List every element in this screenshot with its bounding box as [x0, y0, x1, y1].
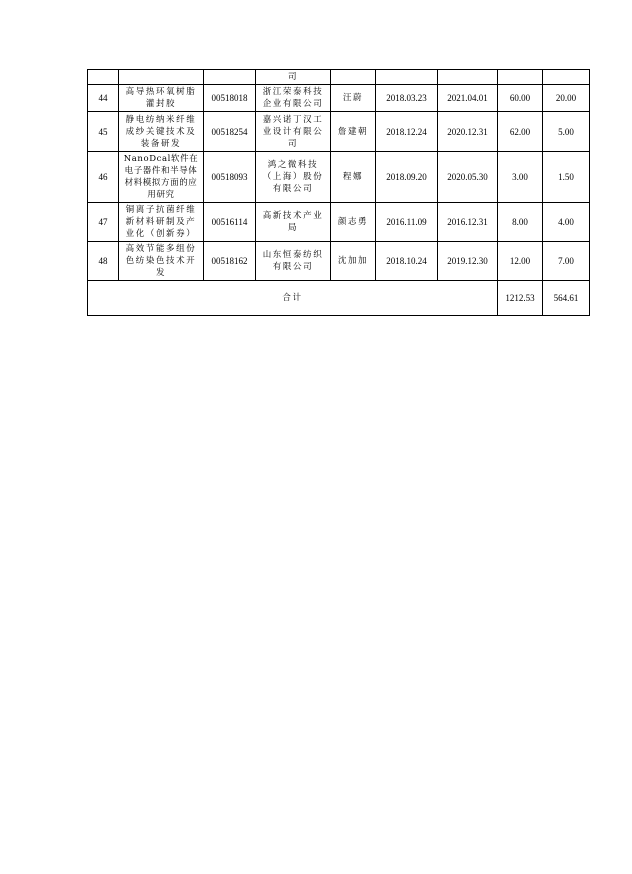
cell-no [88, 70, 119, 85]
cell-start: 2018.12.24 [376, 112, 438, 152]
cell-code: 00518162 [204, 242, 256, 281]
cell-end [438, 70, 498, 85]
cell-budget: 62.00 [498, 112, 543, 152]
cell-project: 静电纺纳米纤维成纱关键技术及装备研发 [119, 112, 204, 152]
total-label: 合计 [88, 281, 498, 316]
cell-company: 浙江荣泰科技企业有限公司 [256, 85, 331, 112]
table-row [88, 203, 590, 242]
cell-budget [498, 70, 543, 85]
cell-no: 48 [88, 242, 119, 281]
cell-leader: 颜志勇 [331, 203, 376, 242]
cell-code: 00516114 [204, 203, 256, 242]
table-row [88, 85, 590, 112]
cell-end: 2020.05.30 [438, 152, 498, 203]
cell-no: 47 [88, 203, 119, 242]
cell-no: 45 [88, 112, 119, 152]
cell-funding: 5.00 [543, 112, 590, 152]
total-row [88, 281, 590, 316]
cell-project: 高效节能多组份色纺染色技术开发 [119, 242, 204, 281]
cell-no: 46 [88, 152, 119, 203]
cell-end: 2019.12.30 [438, 242, 498, 281]
cell-funding: 4.00 [543, 203, 590, 242]
cell-leader: 沈加加 [331, 242, 376, 281]
cell-company: 鸿之微科技（上海）股份有限公司 [256, 152, 331, 203]
cell-start: 2018.09.20 [376, 152, 438, 203]
cell-budget: 60.00 [498, 85, 543, 112]
cell-leader [331, 70, 376, 85]
cell-funding: 7.00 [543, 242, 590, 281]
cell-funding: 20.00 [543, 85, 590, 112]
cell-start [376, 70, 438, 85]
cell-code: 00518018 [204, 85, 256, 112]
cell-company: 嘉兴诺丁汉工业设计有限公司 [256, 112, 331, 152]
carryover-row [88, 70, 590, 85]
cell-end: 2021.04.01 [438, 85, 498, 112]
cell-leader: 程娜 [331, 152, 376, 203]
cell-company: 山东恒泰纺织有限公司 [256, 242, 331, 281]
cell-project: NanoDcal软件在电子器件和半导体材料模拟方面的应用研究 [119, 152, 204, 203]
cell-company: 司 [256, 70, 331, 85]
cell-end: 2016.12.31 [438, 203, 498, 242]
cell-funding [543, 70, 590, 85]
cell-leader: 詹建朝 [331, 112, 376, 152]
cell-funding: 1.50 [543, 152, 590, 203]
total-budget: 1212.53 [498, 281, 543, 316]
cell-start: 2018.03.23 [376, 85, 438, 112]
project-funding-table [87, 69, 590, 316]
cell-start: 2016.11.09 [376, 203, 438, 242]
cell-leader: 汪蔚 [331, 85, 376, 112]
cell-budget: 8.00 [498, 203, 543, 242]
table-row [88, 152, 590, 203]
cell-company: 高新技术产业局 [256, 203, 331, 242]
cell-project: 高导热环氧树脂灌封胶 [119, 85, 204, 112]
cell-code: 00518093 [204, 152, 256, 203]
cell-start: 2018.10.24 [376, 242, 438, 281]
table-row [88, 112, 590, 152]
total-funding: 564.61 [543, 281, 590, 316]
cell-project [119, 70, 204, 85]
cell-project: 铜离子抗菌纤维新材料研制及产业化（创新券） [119, 203, 204, 242]
cell-code [204, 70, 256, 85]
cell-no: 44 [88, 85, 119, 112]
cell-budget: 3.00 [498, 152, 543, 203]
cell-code: 00518254 [204, 112, 256, 152]
cell-budget: 12.00 [498, 242, 543, 281]
table-row [88, 242, 590, 281]
cell-end: 2020.12.31 [438, 112, 498, 152]
